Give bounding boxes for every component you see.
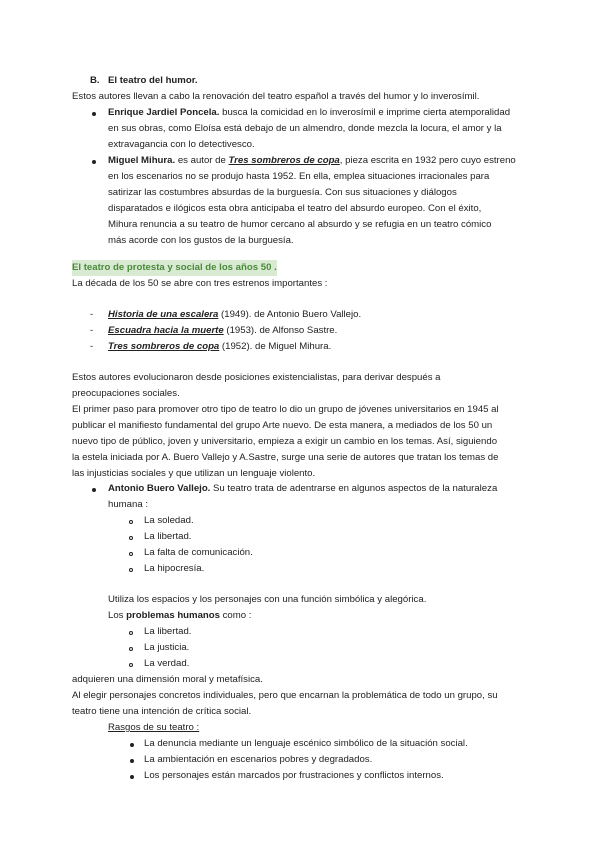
work-item [108,307,361,323]
author-text: humana : [108,499,149,510]
section-title: El teatro del humor. [108,75,198,86]
author-name: Enrique Jardiel Poncela. [108,107,220,118]
bullet-icon [92,160,96,164]
author-buero [108,481,497,497]
author-text: busca la comicidad en lo inverosímil e imprime cierta atemporalidad [219,107,511,118]
work-detail: (1949). de Antonio Buero Vallejo. [218,309,362,320]
author-mihura [108,153,516,169]
paragraph-line: Al elegir personajes concretos individuales, pero que encarnan la problemática de todo un grupo, su [72,690,498,701]
work-title: Tres sombreros de copa [228,155,340,166]
author-text: más acorde con los gustos de la burguesía. [108,235,294,246]
bullet-icon [130,775,134,779]
list-item: La ambientación en escenarios pobres y degradados. [144,754,373,765]
paragraph-line: Estos autores evolucionaron desde posiciones existencialistas, para derivar después a [72,372,441,383]
work-title: Escuadra hacia la muerte [108,325,224,336]
paragraph-line: nuevo tipo de público, joven y universitario, empieza a exigir un cambio en los temas. Así, siguiendo [72,436,498,447]
author-name: Miguel Mihura. [108,155,176,166]
list-item: La hipocresía. [144,563,205,574]
circle-bullet-icon [129,552,133,556]
bullet-icon [130,759,134,763]
problems-bold: problemas humanos [126,610,220,621]
circle-bullet-icon [129,568,133,572]
author-text: Mihura renuncia a su teatro de humor cercano al absurdo y se refugia en un teatro cómico [108,219,492,230]
work-title: Historia de una escalera [108,309,219,320]
author-text: extravagancia con lo detectivesco. [108,139,255,150]
list-item: Los personajes están marcados por frustraciones y conflictos internos. [144,770,444,781]
problems-pre: Los [108,610,127,621]
section-intro: Estos autores llevan a cabo la renovación del teatro español a través del humor y lo inverosímil. [72,91,480,102]
paragraph-line: Utiliza los espacios y los personajes con una función simbólica y alegórica. [108,594,427,605]
dash: - [90,341,94,352]
author-text: , pieza escrita en 1932 pero cuyo estreno [339,155,516,166]
section-intro: La década de los 50 se abre con tres estrenos importantes : [72,278,328,289]
author-text: disparatados e ilógicos esta obra anticipaba el teatro del absurdo europeo. Con el éxito, [108,203,482,214]
author-text: satirizar las costumbres absurdas de la burguesía. Con sus situaciones y diálogos [108,187,457,198]
work-title: Tres sombreros de copa [108,341,220,352]
work-item [108,323,337,339]
circle-bullet-icon [129,520,133,524]
section-label: B. [90,75,100,86]
problems-line [108,608,251,624]
list-item: La justicia. [144,642,190,653]
list-item: La libertad. [144,531,192,542]
problems-post: como : [219,610,252,621]
author-text: es autor de [175,155,229,166]
list-item: La denuncia mediante un lenguaje escénico simbólico de la situación social. [144,738,468,749]
work-item [108,339,331,355]
work-detail: (1952). de Miguel Mihura. [219,341,332,352]
paragraph-line: publicar el manifiesto fundamental del grupo Arte nuevo. De esta manera, a mediados de los 50 un [72,420,493,431]
bullet-icon [92,488,96,492]
bullet-icon [130,743,134,747]
dash: - [90,309,94,320]
paragraph-line: adquieren una dimensión moral y metafísica. [72,674,263,685]
work-detail: (1953). de Alfonso Sastre. [223,325,338,336]
author-jardiel [108,105,510,121]
section-heading: El teatro de protesta y social de los años 50 . [72,260,277,276]
author-text: Su teatro trata de adentrarse en algunos aspectos de la naturaleza [210,483,498,494]
bullet-icon [92,112,96,116]
paragraph-line: El primer paso para promover otro tipo de teatro lo dio un grupo de jóvenes universitarios en 1945 al [72,404,499,415]
circle-bullet-icon [129,536,133,540]
circle-bullet-icon [129,631,133,635]
list-item: La falta de comunicación. [144,547,253,558]
list-item: La verdad. [144,658,190,669]
paragraph-line: las injusticias sociales y que utilizan un lenguaje violento. [72,468,316,479]
paragraph-line: preocupaciones sociales. [72,388,180,399]
dash: - [90,325,94,336]
list-item: La libertad. [144,626,192,637]
circle-bullet-icon [129,647,133,651]
author-text: en los escenarios no se produjo hasta 1952. En ella, emplea situaciones irracionales para [108,171,490,182]
author-text: en sus obras, como Eloísa está debajo de un almendro, donde mezcla la locura, el amor y la [108,123,502,134]
list-item: La soledad. [144,515,194,526]
circle-bullet-icon [129,663,133,667]
paragraph-line: teatro tiene una intención de crítica social. [72,706,252,717]
rasgos-title: Rasgos de su teatro : [108,722,200,733]
author-name: Antonio Buero Vallejo. [108,483,211,494]
paragraph-line: la estela iniciada por A. Buero Vallejo y A.Sastre, surge una serie de autores que tratan los temas de [72,452,499,463]
